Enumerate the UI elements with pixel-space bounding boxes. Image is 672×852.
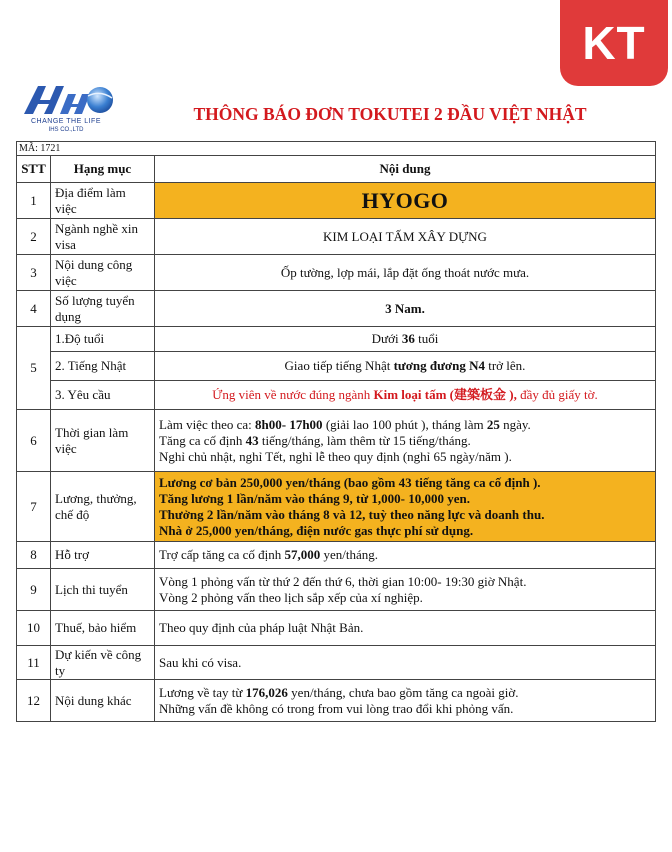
requirements-value <box>155 381 656 410</box>
age-value <box>155 327 656 352</box>
other-line-1 <box>159 685 651 701</box>
table-row-exam-schedule <box>17 569 656 611</box>
age-number: 36 <box>401 331 415 346</box>
salary-line-4 <box>159 523 651 539</box>
text: tiếng/tháng, làm thêm từ 15 tiếng/tháng. <box>258 432 471 448</box>
kt-badge-text: KT <box>582 17 646 69</box>
text: Trợ cấp tăng ca cố định <box>159 547 285 562</box>
table-row-tax-insurance <box>17 611 656 646</box>
row-item: Hỗ trợ <box>51 542 155 569</box>
row-item: Dự kiến về công ty <box>51 646 155 680</box>
housing: Nhà ở 25,000 yen/tháng, điện nước gas thực phí sử dụng. <box>159 522 474 538</box>
age-unit: tuổi <box>414 331 439 346</box>
row-item: Nội dung khác <box>51 680 155 722</box>
table-row-support <box>17 542 656 569</box>
salary-line-3 <box>159 507 651 523</box>
age-label: 1.Độ tuổi <box>51 327 155 352</box>
header-stt: STT <box>17 156 51 183</box>
salary-value <box>155 472 656 542</box>
logo-company-name: IHS CO.,LTD <box>48 127 84 133</box>
header-item: Hạng mục <box>51 156 155 183</box>
row-item: Lương, thưởng, chế độ <box>51 472 155 542</box>
age-text: Dưới <box>371 331 402 346</box>
job-info-table <box>16 155 656 722</box>
row-stt: 6 <box>17 410 51 472</box>
table-row-age <box>17 327 656 352</box>
table-row-salary <box>17 472 656 542</box>
recruit-count-text: 3 Nam. <box>385 300 425 316</box>
visa-field-value: KIM LOẠI TẤM XÂY DỰNG <box>155 219 656 255</box>
table-row-working-time <box>17 410 656 472</box>
japanese-level: tương đương N4 <box>393 358 485 373</box>
table-row-job-content <box>17 255 656 291</box>
table-row-recruit-count <box>17 291 656 327</box>
row-stt: 2 <box>17 219 51 255</box>
requirements-label: 3. Yêu cầu <box>51 381 155 410</box>
row-stt: 10 <box>17 611 51 646</box>
page-title: THÔNG BÁO ĐƠN TOKUTEI 2 ĐẦU VIỆT NHẬT <box>193 104 587 124</box>
japanese-suffix: trở lên. <box>484 358 526 373</box>
text: Tăng ca cố định <box>159 432 246 448</box>
support-amount: 57,000 <box>284 547 321 562</box>
salary-line-1 <box>159 475 651 491</box>
logo-mark-icon <box>16 80 116 120</box>
japanese-label: 2. Tiếng Nhật <box>51 352 155 381</box>
shift-hours: 8h00- 17h00 <box>255 416 323 432</box>
text: (giải lao 100 phút ), tháng làm <box>322 416 487 432</box>
row-stt: 9 <box>17 569 51 611</box>
header-content: Nội dung <box>155 156 656 183</box>
text: Lương về tay từ <box>159 684 246 700</box>
japanese-text: Giao tiếp tiếng Nhật <box>284 358 394 373</box>
salary-line-2 <box>159 491 651 507</box>
table-row-requirements <box>17 381 656 410</box>
company-logo <box>16 80 116 140</box>
days-per-month: 25 <box>486 416 500 432</box>
row-stt: 12 <box>17 680 51 722</box>
logo-slogan: CHANGE THE LIFE <box>31 118 101 125</box>
job-content-value: Ốp tường, lợp mái, lắp đặt ống thoát nước mưa. <box>155 255 656 291</box>
text: ngày. <box>499 416 531 432</box>
table-row-visa-field <box>17 219 656 255</box>
net-salary: 176,026 <box>245 684 288 700</box>
exam-round-1: Vòng 1 phỏng vấn từ thứ 2 đến thứ 6, thời gian 10:00- 19:30 giờ Nhật. <box>159 573 527 589</box>
support-value <box>155 542 656 569</box>
work-location-value: HYOGO <box>155 183 656 219</box>
expected-company-value: Sau khi có visa. <box>155 646 656 680</box>
row-item: Thuế, bảo hiểm <box>51 611 155 646</box>
requirements-suffix: đầy đủ giấy tờ. <box>516 387 598 402</box>
japanese-value <box>155 352 656 381</box>
recruit-count-value <box>155 291 656 327</box>
row-stt: 5 <box>17 327 51 410</box>
table-row-expected-company <box>17 646 656 680</box>
row-stt: 7 <box>17 472 51 542</box>
table-row-work-location <box>17 183 656 219</box>
row-stt: 4 <box>17 291 51 327</box>
text: yen/tháng, chưa bao gồm tăng ca ngoài giờ. <box>287 684 519 700</box>
requirements-text: Ứng viên về nước đúng ngành <box>212 387 374 402</box>
other-line-2: Những vấn đề không có trong from vui lòng trao đổi khi phỏng vấn. <box>159 700 514 716</box>
other-value <box>155 680 656 722</box>
exam-schedule-value <box>155 569 656 611</box>
overtime-hours: 43 <box>245 432 259 448</box>
kt-badge <box>560 0 668 86</box>
working-time-line-2 <box>159 433 651 449</box>
table-row-other <box>17 680 656 722</box>
row-stt: 3 <box>17 255 51 291</box>
row-item: Nội dung công việc <box>51 255 155 291</box>
base-salary: Lương cơ bản 250,000 yen/tháng (bao gồm 43 tiếng tăng ca cố định ). <box>159 474 541 490</box>
table-row-japanese <box>17 352 656 381</box>
row-stt: 11 <box>17 646 51 680</box>
working-time-line-3: Nghỉ chủ nhật, nghỉ Tết, nghỉ lễ theo quy định (nghỉ 65 ngày/năm ). <box>159 448 512 464</box>
requirements-field: Kim loại tấm (建築板金 ), <box>373 387 517 402</box>
row-item: Thời gian làm việc <box>51 410 155 472</box>
exam-round-2: Vòng 2 phỏng vấn theo lịch sắp xếp của xí nghiệp. <box>159 589 423 605</box>
tax-insurance-value: Theo quy định của pháp luật Nhật Bản. <box>155 611 656 646</box>
text: yen/tháng. <box>320 547 379 562</box>
bonus: Thưởng 2 lần/năm vào tháng 8 và 12, tuỳ theo năng lực và doanh thu. <box>159 506 545 522</box>
working-time-line-1 <box>159 417 651 433</box>
row-stt: 1 <box>17 183 51 219</box>
text: Làm việc theo ca: <box>159 416 256 432</box>
working-time-value <box>155 410 656 472</box>
row-item: Số lượng tuyển dụng <box>51 291 155 327</box>
row-stt: 8 <box>17 542 51 569</box>
table-header-row <box>17 156 656 183</box>
row-item: Ngành nghề xin visa <box>51 219 155 255</box>
row-item: Địa điểm làm việc <box>51 183 155 219</box>
raise: Tăng lương 1 lần/năm vào tháng 9, từ 1,000- 10,000 yen. <box>159 490 471 506</box>
row-item: Lịch thi tuyển <box>51 569 155 611</box>
order-code: MÃ: 1721 <box>16 141 656 155</box>
